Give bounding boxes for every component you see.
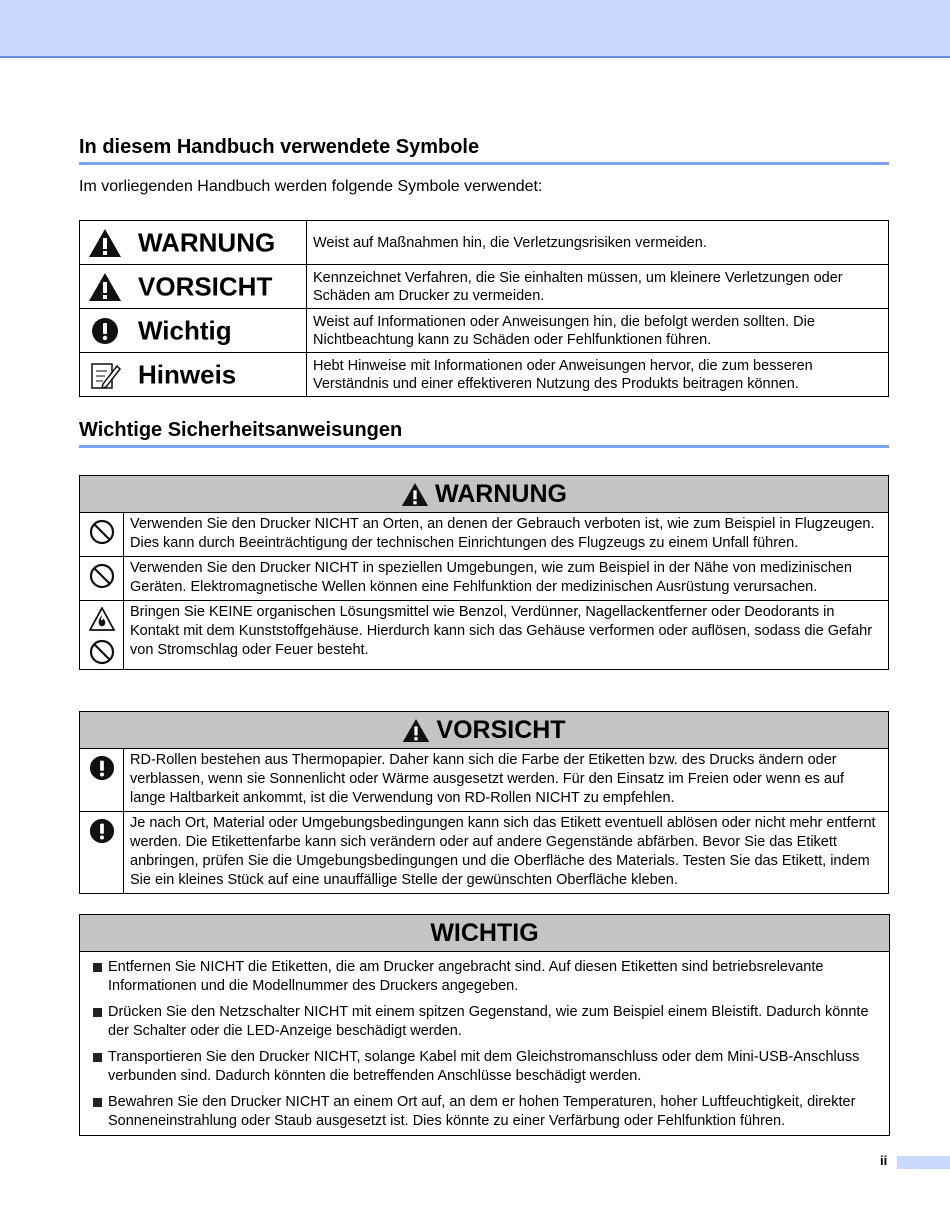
caution-item <box>80 749 888 811</box>
section-rule <box>79 445 889 448</box>
important-box <box>79 914 890 1136</box>
caution-box-header <box>80 712 888 749</box>
intro-text: Im vorliegenden Handbuch werden folgende Symbole verwendet: <box>79 178 543 195</box>
symbol-label: VORSICHT <box>138 271 273 301</box>
section-title-safety: Wichtige Sicherheitsanweisungen <box>79 419 403 441</box>
header-band <box>0 0 950 58</box>
list-item: Entfernen Sie NICHT die Etiketten, die am Drucker angebracht sind. Auf diesen Etiketten sind betriebsrelevante Informationen und die Modellnummer des Druckers angegeben. <box>92 958 883 996</box>
symbols-table <box>79 220 889 397</box>
warning-triangle-icon <box>88 272 122 302</box>
symbol-description: Hebt Hinweise mit Informationen oder Anweisungen hervor, die zum besseren Verständnis und einer effektiveren Nutzung des Produkts beitragen können. <box>307 353 889 397</box>
list-item: Bewahren Sie den Drucker NICHT an einem Ort auf, an dem er hohen Temperaturen, hoher Luftfeuchtigkeit, direkter Sonneneinstrahlung oder Staub ausgesetzt ist. Dies könnte zu einer Verfärbung oder Fehlfunktion führen. <box>92 1093 883 1131</box>
symbol-label: WARNUNG <box>138 227 276 257</box>
exclamation-circle-icon <box>88 316 122 346</box>
warning-box-title: WARNUNG <box>435 479 567 508</box>
section-title-symbols: In diesem Handbuch verwendete Symbole <box>79 136 480 158</box>
symbol-description: Weist auf Maßnahmen hin, die Verletzungsrisiken vermeiden. <box>307 221 889 265</box>
important-box-header <box>80 915 889 952</box>
warning-item-text: Verwenden Sie den Drucker NICHT an Orten, an denen der Gebrauch verboten ist, wie zum Beispiel in Flugzeugen. Dies kann durch Beeinträchtigung der technischen Einrichtungen des Flugzeugs zu einem Unfall führen. <box>130 516 875 551</box>
warning-item <box>80 556 888 600</box>
symbol-row <box>80 221 889 265</box>
caution-item-text: RD-Rollen bestehen aus Thermopapier. Daher kann sich die Farbe der Etiketten bzw. des Drucks ändern oder verblassen, wenn sie Sonnenlicht oder Wärme ausgesetzt werden. Für den Einsatz im Freien oder wenn es auf lange Haltbarkeit ankommt, ist die Verwendung von RD-Rollen NICHT zu empfehlen. <box>130 752 845 806</box>
prohibition-icon <box>89 519 115 545</box>
symbol-label: Hinweis <box>138 359 237 389</box>
symbol-label: Wichtig <box>138 315 232 345</box>
warning-item-text: Verwenden Sie den Drucker NICHT in speziellen Umgebungen, wie zum Beispiel in der Nähe von medizinischen Geräten. Elektromagnetische Wellen können eine Fehlfunktion der medizinischen Ausrüstung verursachen. <box>130 560 852 595</box>
symbol-row <box>80 309 889 353</box>
prohibition-icon <box>89 639 115 665</box>
section-rule <box>79 162 889 165</box>
warning-box-header <box>80 476 888 513</box>
list-item: Transportieren Sie den Drucker NICHT, solange Kabel mit dem Gleichstromanschluss oder dem Mini-USB-Anschluss verbunden sind. Dadurch könnten die betreffenden Anschlüsse beschädigt werden. <box>92 1048 883 1086</box>
caution-item-text: Je nach Ort, Material oder Umgebungsbedingungen kann sich das Etikett eventuell ablösen oder nicht mehr entfernt werden. Die Etikettenfarbe kann sich verändern oder auf andere Gegenstände abfärben. Bevor Sie das Etikett anbringen, prüfen Sie die Umgebungsbedingungen und die Oberfläche des Materials. Testen Sie das Etikett, indem Sie ein kleines Stück auf eine unauffällige Stelle der gewünschten Oberfläche kleben. <box>130 815 876 888</box>
warning-item <box>80 513 888 556</box>
symbol-description: Kennzeichnet Verfahren, die Sie einhalten müssen, um kleinere Verletzungen oder Schäden am Drucker zu vermeiden. <box>307 265 889 309</box>
important-list <box>80 952 889 1135</box>
symbol-row <box>80 353 889 397</box>
important-box-title: WICHTIG <box>430 918 539 947</box>
caution-item <box>80 811 888 893</box>
symbol-description: Weist auf Informationen oder Anweisungen hin, die befolgt werden sollten. Die Nichtbeachtung kann zu Schäden oder Fehlfunktionen führen. <box>307 309 889 353</box>
caution-box <box>79 711 889 894</box>
symbol-row <box>80 265 889 309</box>
warning-box <box>79 475 889 670</box>
caution-box-title: VORSICHT <box>436 715 566 744</box>
warning-triangle-icon <box>402 718 430 743</box>
exclamation-circle-icon <box>89 755 115 781</box>
fire-hazard-icon <box>89 607 115 631</box>
note-pencil-icon <box>88 360 122 390</box>
exclamation-circle-icon <box>89 818 115 844</box>
list-item: Drücken Sie den Netzschalter NICHT mit einem spitzen Gegenstand, wie zum Beispiel einem Bleistift. Dadurch könnte der Schalter oder die LED-Anzeige beschädigt werden. <box>92 1003 883 1041</box>
page-number: ii <box>880 1153 888 1168</box>
warning-item <box>80 600 888 669</box>
page-tab-marker <box>897 1156 950 1169</box>
prohibition-icon <box>89 563 115 589</box>
warning-triangle-icon <box>401 482 429 507</box>
warning-item-text: Bringen Sie KEINE organischen Lösungsmittel wie Benzol, Verdünner, Nagellackentferner oder Deodorants in Kontakt mit dem Kunststoffgehäuse. Hierdurch kann sich das Gehäuse verformen oder auflösen, sodass die Gefahr von Stromschlag oder Feuer besteht. <box>130 604 873 658</box>
warning-triangle-icon <box>88 228 122 258</box>
